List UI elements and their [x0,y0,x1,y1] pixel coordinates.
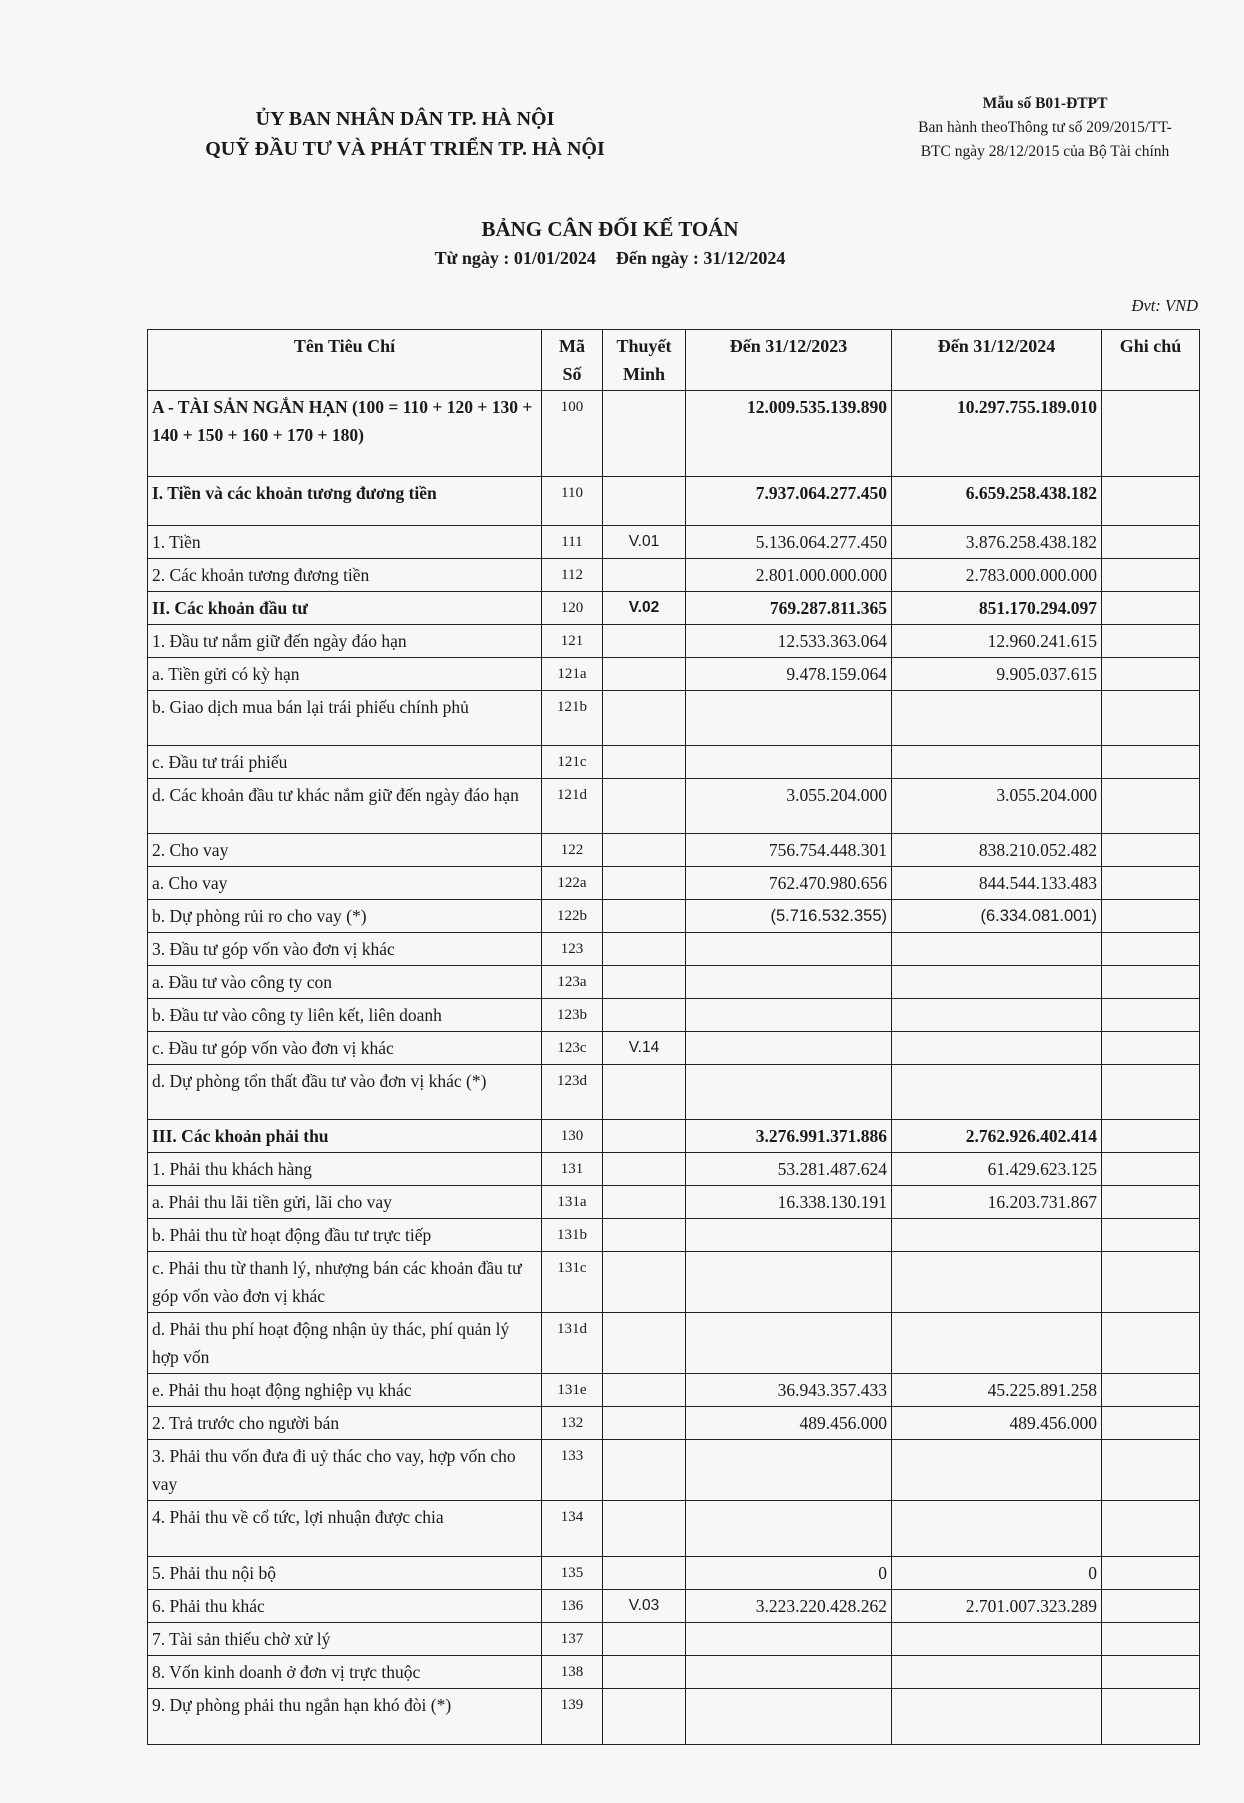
header-code: Mã Số [542,330,603,391]
row-note [603,1252,686,1313]
row-remark [1102,1186,1200,1219]
row-remark [1102,746,1200,779]
row-value-curr [892,1689,1102,1745]
row-remark [1102,1623,1200,1656]
header-note: Thuyết Minh [603,330,686,391]
row-value-curr [892,999,1102,1032]
row-remark [1102,1440,1200,1501]
row-remark [1102,966,1200,999]
row-note [603,1656,686,1689]
row-value-prev [686,691,892,746]
row-value-curr [892,1032,1102,1065]
row-note [603,477,686,526]
row-value-curr: 2.762.926.402.414 [892,1120,1102,1153]
row-code: 131b [542,1219,603,1252]
table-row [148,900,1200,933]
row-note [603,999,686,1032]
form-issued-line-2: BTC ngày 28/12/2015 của Bộ Tài chính [920,143,1170,160]
row-value-curr: 16.203.731.867 [892,1186,1102,1219]
row-code: 133 [542,1440,603,1501]
row-note [603,625,686,658]
row-value-prev: 3.223.220.428.262 [686,1590,892,1623]
row-value-prev [686,933,892,966]
row-name: 3. Đầu tư góp vốn vào đơn vị khác [148,933,542,966]
row-remark [1102,933,1200,966]
row-value-prev: 769.287.811.365 [686,592,892,625]
row-note [603,391,686,477]
row-note [603,1501,686,1557]
row-name: 1. Tiền [148,526,542,559]
org-line-2: QUỸ ĐẦU TƯ VÀ PHÁT TRIỂN TP. HÀ NỘI [205,138,605,160]
row-note [603,1689,686,1745]
row-code: 137 [542,1623,603,1656]
row-code: 112 [542,559,603,592]
row-note [603,1186,686,1219]
org-line-1: ỦY BAN NHÂN DÂN TP. HÀ NỘI [255,108,555,130]
form-code: Mẫu số B01-ĐTPT [982,95,1108,112]
reporting-period [300,244,920,272]
row-remark [1102,1374,1200,1407]
row-name: d. Dự phòng tổn thất đầu tư vào đơn vị khác (*) [148,1065,542,1120]
table-row [148,1623,1200,1656]
row-name: d. Phải thu phí hoạt động nhận ủy thác, phí quản lý hợp vốn [148,1313,542,1374]
row-value-prev [686,1501,892,1557]
row-value-prev: 9.478.159.064 [686,658,892,691]
balance-sheet-table [147,329,1200,1745]
row-code: 121a [542,658,603,691]
row-remark [1102,867,1200,900]
row-value-prev: 489.456.000 [686,1407,892,1440]
table-row [148,1689,1200,1745]
document-title: BẢNG CÂN ĐỐI KẾ TOÁN [481,217,739,241]
row-value-prev [686,1689,892,1745]
row-value-curr [892,1313,1102,1374]
row-note [603,933,686,966]
table-row [148,391,1200,477]
row-note [603,966,686,999]
row-code: 131e [542,1374,603,1407]
row-name: 4. Phải thu về cổ tức, lợi nhuận được chia [148,1501,542,1557]
table-row [148,559,1200,592]
row-note [603,1623,686,1656]
row-name: e. Phải thu hoạt động nghiệp vụ khác [148,1374,542,1407]
row-code: 136 [542,1590,603,1623]
row-value-curr: 838.210.052.482 [892,834,1102,867]
row-value-curr [892,1065,1102,1120]
row-value-prev: 3.055.204.000 [686,779,892,834]
row-code: 130 [542,1120,603,1153]
row-value-prev [686,999,892,1032]
row-value-prev [686,1440,892,1501]
row-note: V.03 [603,1590,686,1623]
row-value-prev [686,1065,892,1120]
row-value-curr: 61.429.623.125 [892,1153,1102,1186]
row-value-prev: 756.754.448.301 [686,834,892,867]
row-value-curr: 2.701.007.323.289 [892,1590,1102,1623]
row-name: 9. Dự phòng phải thu ngắn hạn khó đòi (*) [148,1689,542,1745]
row-name: d. Các khoản đầu tư khác nắm giữ đến ngày đáo hạn [148,779,542,834]
row-name: a. Phải thu lãi tiền gửi, lãi cho vay [148,1186,542,1219]
row-code: 135 [542,1557,603,1590]
row-remark [1102,1120,1200,1153]
row-remark [1102,1032,1200,1065]
row-code: 123b [542,999,603,1032]
table-row [148,1032,1200,1065]
row-value-prev: 5.136.064.277.450 [686,526,892,559]
row-remark [1102,999,1200,1032]
row-name: a. Tiền gửi có kỳ hạn [148,658,542,691]
row-name: 8. Vốn kinh doanh ở đơn vị trực thuộc [148,1656,542,1689]
row-value-curr: 844.544.133.483 [892,867,1102,900]
row-remark [1102,1065,1200,1120]
row-code: 122b [542,900,603,933]
row-code: 139 [542,1689,603,1745]
table-row [148,1153,1200,1186]
row-code: 121 [542,625,603,658]
form-reference [880,92,1210,164]
row-remark [1102,1153,1200,1186]
row-value-prev [686,746,892,779]
row-remark [1102,779,1200,834]
row-note [603,867,686,900]
table-row [148,1656,1200,1689]
table-row [148,779,1200,834]
row-value-prev [686,1032,892,1065]
row-value-prev [686,1219,892,1252]
table-row [148,592,1200,625]
row-code: 132 [542,1407,603,1440]
header-name: Tên Tiêu Chí [148,330,542,391]
row-value-curr: 12.960.241.615 [892,625,1102,658]
row-code: 122 [542,834,603,867]
row-name: c. Đầu tư góp vốn vào đơn vị khác [148,1032,542,1065]
row-code: 131 [542,1153,603,1186]
row-name: 6. Phải thu khác [148,1590,542,1623]
row-remark [1102,1313,1200,1374]
row-note [603,658,686,691]
table-row [148,966,1200,999]
row-value-curr [892,691,1102,746]
row-remark [1102,1656,1200,1689]
header-remark: Ghi chú [1102,330,1200,391]
row-code: 121d [542,779,603,834]
row-note [603,559,686,592]
row-name: b. Dự phòng rủi ro cho vay (*) [148,900,542,933]
table-row [148,1219,1200,1252]
row-note [603,834,686,867]
table-row [148,1374,1200,1407]
row-note [603,691,686,746]
table-row [148,658,1200,691]
row-remark [1102,1407,1200,1440]
row-note [603,1374,686,1407]
row-remark [1102,1689,1200,1745]
row-note [603,1219,686,1252]
table-row [148,746,1200,779]
row-value-curr: 851.170.294.097 [892,592,1102,625]
row-remark [1102,1590,1200,1623]
table-row [148,1313,1200,1374]
row-name: c. Đầu tư trái phiếu [148,746,542,779]
row-code: 123a [542,966,603,999]
row-remark [1102,691,1200,746]
row-remark [1102,477,1200,526]
row-name: II. Các khoản đầu tư [148,592,542,625]
row-name: 1. Đầu tư nắm giữ đến ngày đáo hạn [148,625,542,658]
row-code: 123c [542,1032,603,1065]
row-code: 131c [542,1252,603,1313]
row-code: 120 [542,592,603,625]
row-value-curr: 0 [892,1557,1102,1590]
row-note [603,1557,686,1590]
row-value-prev [686,1313,892,1374]
row-code: 121c [542,746,603,779]
row-remark [1102,1252,1200,1313]
row-note: V.14 [603,1032,686,1065]
row-code: 111 [542,526,603,559]
row-note [603,1313,686,1374]
row-value-curr: 10.297.755.189.010 [892,391,1102,477]
row-value-prev: 12.009.535.139.890 [686,391,892,477]
row-value-prev: 36.943.357.433 [686,1374,892,1407]
row-value-prev [686,1252,892,1313]
row-value-curr [892,746,1102,779]
row-value-prev: 2.801.000.000.000 [686,559,892,592]
row-note: V.02 [603,592,686,625]
table-row [148,691,1200,746]
row-value-curr: 45.225.891.258 [892,1374,1102,1407]
row-name: 1. Phải thu khách hàng [148,1153,542,1186]
row-code: 131a [542,1186,603,1219]
row-note: V.01 [603,526,686,559]
table-row [148,834,1200,867]
table-row [148,1440,1200,1501]
row-value-curr [892,1252,1102,1313]
header-prev-period: Đến 31/12/2023 [686,330,892,391]
row-remark [1102,391,1200,477]
row-code: 100 [542,391,603,477]
row-name: 2. Cho vay [148,834,542,867]
row-name: 5. Phải thu nội bộ [148,1557,542,1590]
row-code: 121b [542,691,603,746]
table-row [148,1252,1200,1313]
row-value-prev [686,1623,892,1656]
row-name: I. Tiền và các khoản tương đương tiền [148,477,542,526]
row-remark [1102,1557,1200,1590]
row-value-curr [892,1219,1102,1252]
row-note [603,1440,686,1501]
row-remark [1102,1501,1200,1557]
row-name: 7. Tài sản thiếu chờ xử lý [148,1623,542,1656]
table-row [148,625,1200,658]
row-remark [1102,625,1200,658]
row-note [603,1153,686,1186]
header-curr-period: Đến 31/12/2024 [892,330,1102,391]
table-row [148,1501,1200,1557]
table-row [148,526,1200,559]
row-note [603,1120,686,1153]
table-row [148,1557,1200,1590]
row-value-curr [892,1501,1102,1557]
table-row [148,1186,1200,1219]
row-name: A - TÀI SẢN NGẮN HẠN (100 = 110 + 120 + 130 + 140 + 150 + 160 + 170 + 180) [148,391,542,477]
row-value-prev: (5.716.532.355) [686,900,892,933]
row-remark [1102,834,1200,867]
row-name: b. Phải thu từ hoạt động đầu tư trực tiếp [148,1219,542,1252]
row-value-curr [892,1656,1102,1689]
table-row [148,1590,1200,1623]
row-name: 3. Phải thu vốn đưa đi uỷ thác cho vay, hợp vốn cho vay [148,1440,542,1501]
row-note [603,900,686,933]
row-value-prev: 16.338.130.191 [686,1186,892,1219]
row-name: 2. Trả trước cho người bán [148,1407,542,1440]
row-value-prev: 762.470.980.656 [686,867,892,900]
table-row [148,1065,1200,1120]
row-value-prev [686,1656,892,1689]
row-code: 138 [542,1656,603,1689]
table-row [148,933,1200,966]
row-value-curr [892,933,1102,966]
row-note [603,1407,686,1440]
form-issued-line-1: Ban hành theoThông tư số 209/2015/TT- [918,119,1172,136]
row-name: c. Phải thu từ thanh lý, nhượng bán các khoản đầu tư góp vốn vào đơn vị khác [148,1252,542,1313]
row-remark [1102,658,1200,691]
table-row [148,1407,1200,1440]
row-name: 2. Các khoản tương đương tiền [148,559,542,592]
table-row [148,867,1200,900]
row-remark [1102,526,1200,559]
table-row [148,1120,1200,1153]
row-value-prev: 53.281.487.624 [686,1153,892,1186]
row-value-prev: 0 [686,1557,892,1590]
row-code: 123d [542,1065,603,1120]
row-remark [1102,1219,1200,1252]
row-remark [1102,559,1200,592]
table-row [148,999,1200,1032]
row-remark [1102,592,1200,625]
row-name: a. Đầu tư vào công ty con [148,966,542,999]
row-code: 123 [542,933,603,966]
row-value-prev [686,966,892,999]
row-value-curr: 3.055.204.000 [892,779,1102,834]
row-note [603,1065,686,1120]
row-value-curr: 6.659.258.438.182 [892,477,1102,526]
row-name: III. Các khoản phải thu [148,1120,542,1153]
row-value-curr [892,1623,1102,1656]
row-remark [1102,900,1200,933]
row-note [603,779,686,834]
table-header-row [148,330,1200,391]
row-code: 131d [542,1313,603,1374]
period-to: Đến ngày : 31/12/2024 [615,248,786,268]
row-code: 110 [542,477,603,526]
table-row [148,477,1200,526]
row-value-curr: 489.456.000 [892,1407,1102,1440]
row-value-curr: 2.783.000.000.000 [892,559,1102,592]
row-value-curr: (6.334.081.001) [892,900,1102,933]
currency-unit: Đvt: VND [1131,296,1198,315]
row-value-curr: 3.876.258.438.182 [892,526,1102,559]
row-value-prev: 7.937.064.277.450 [686,477,892,526]
row-code: 134 [542,1501,603,1557]
period-from: Từ ngày : 01/01/2024 [434,248,596,268]
row-value-prev: 12.533.363.064 [686,625,892,658]
row-value-curr [892,1440,1102,1501]
row-code: 122a [542,867,603,900]
row-note [603,746,686,779]
row-value-curr: 9.905.037.615 [892,658,1102,691]
row-name: b. Đầu tư vào công ty liên kết, liên doanh [148,999,542,1032]
row-value-curr [892,966,1102,999]
row-value-prev: 3.276.991.371.886 [686,1120,892,1153]
row-name: b. Giao dịch mua bán lại trái phiếu chính phủ [148,691,542,746]
issuing-organization [175,104,635,164]
row-name: a. Cho vay [148,867,542,900]
